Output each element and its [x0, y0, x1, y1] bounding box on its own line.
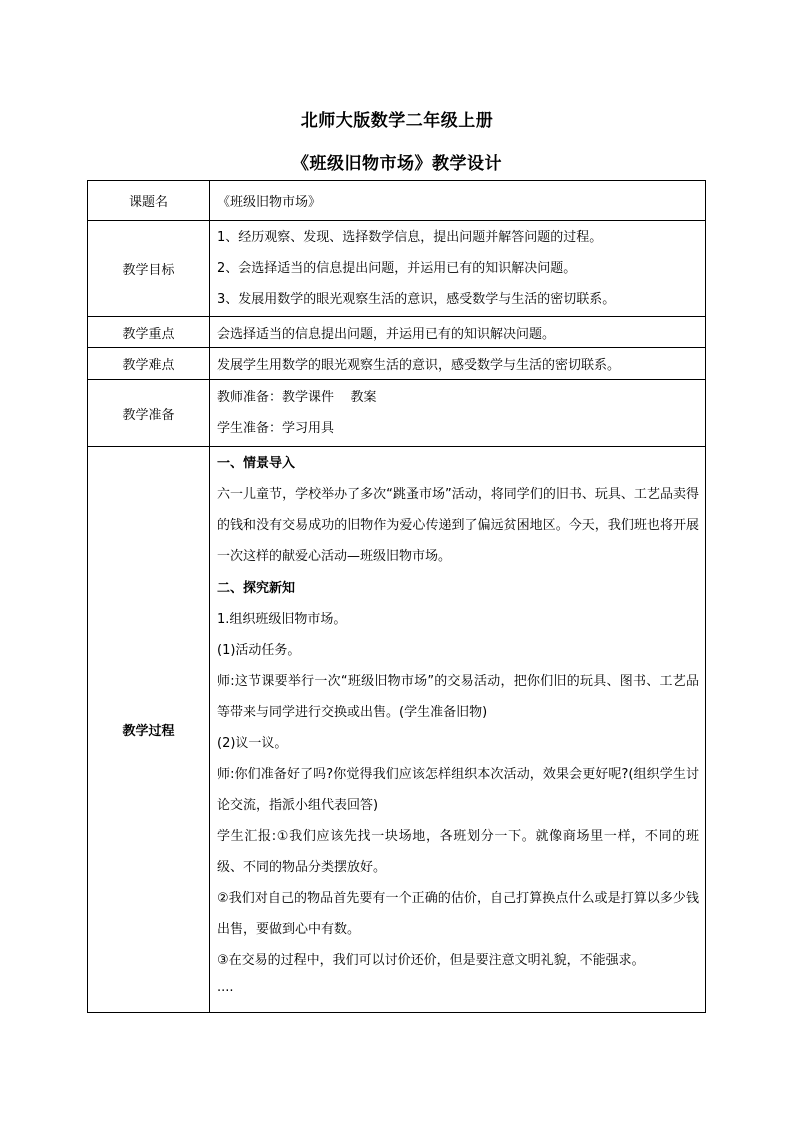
- row-label-key-point: 教学重点: [88, 317, 210, 348]
- step-1: 1.组织班级旧物市场。: [217, 612, 347, 627]
- document-title: 北师大版数学二年级上册: [300, 111, 494, 131]
- row-label-difficulty: 教学难点: [88, 348, 210, 380]
- goals-content: [210, 221, 706, 317]
- ellipsis: ····: [217, 984, 234, 999]
- table-row-key-point: [88, 317, 706, 348]
- student-report-3: ③在交易的过程中，我们可以讨价还价，但是要注意文明礼貌，不能强求。: [217, 953, 645, 968]
- row-label-process: 教学过程: [88, 447, 210, 1013]
- row-label-preparation: 教学准备: [88, 380, 210, 447]
- section-heading-intro: 一、情景导入: [217, 456, 296, 471]
- step-1-1: (1)活动任务。: [217, 643, 301, 658]
- student-report-2: ②我们对自己的物品首先要有一个正确的估价，自己打算换点什么或是打算以多少钱出售，要做到心中有数。: [217, 891, 699, 937]
- section-heading-explore: 二、探究新知: [217, 581, 296, 596]
- document-subtitle: 《班级旧物市场》教学设计: [292, 154, 502, 174]
- difficulty-value: 发展学生用数学的眼光观察生活的意识，感受数学与生活的密切联系。: [210, 348, 706, 380]
- table-row-topic: [88, 181, 706, 221]
- process-content: [210, 447, 706, 1013]
- teacher-preparation: 教师准备：教学课件 教案: [217, 390, 377, 405]
- teacher-remark-2: 师:你们准备好了吗?你觉得我们应该怎样组织本次活动，效果会更好呢?(组织学生讨论交流，指派小组代表回答): [217, 767, 699, 813]
- topic-value: 《班级旧物市场》: [210, 181, 706, 221]
- row-label-goals: 教学目标: [88, 221, 210, 317]
- table-row-goals: [88, 221, 706, 317]
- student-report-1: 学生汇报:①我们应该先找一块场地，各班划分一下。就像商场里一样，不同的班级、不同的物品分类摆放好。: [217, 829, 699, 875]
- step-1-2: (2)议一议。: [217, 736, 288, 751]
- goal-item-2: 2、会选择适当的信息提出问题，并运用已有的知识解决问题。: [217, 261, 577, 276]
- goal-item-3: 3、发展用数学的眼光观察生活的意识，感受数学与生活的密切联系。: [217, 292, 616, 307]
- table-row-difficulty: [88, 348, 706, 380]
- lesson-plan-table: [87, 180, 706, 1013]
- table-row-process: [88, 447, 706, 1013]
- key-point-value: 会选择适当的信息提出问题，并运用已有的知识解决问题。: [210, 317, 706, 348]
- goal-item-1: 1、经历观察、发现、选择数学信息，提出问题并解答问题的过程。: [217, 230, 603, 245]
- teacher-remark-1: 师:这节课要举行一次“班级旧物市场”的交易活动，把你们旧的玩具、图书、工艺品等带来与同学进行交换或出售。(学生准备旧物): [217, 674, 699, 720]
- preparation-content: [210, 380, 706, 447]
- table-row-preparation: [88, 380, 706, 447]
- student-preparation: 学生准备：学习用具: [217, 421, 335, 436]
- row-label-topic: 课题名: [88, 181, 210, 221]
- intro-paragraph: 六一儿童节，学校举办了多次“跳蚤市场”活动，将同学们的旧书、玩具、工艺品卖得的钱和没有交易成功的旧物作为爱心传递到了偏远贫困地区。今天，我们班也将开展一次这样的献爱心活动—班级旧物市场。: [217, 487, 699, 564]
